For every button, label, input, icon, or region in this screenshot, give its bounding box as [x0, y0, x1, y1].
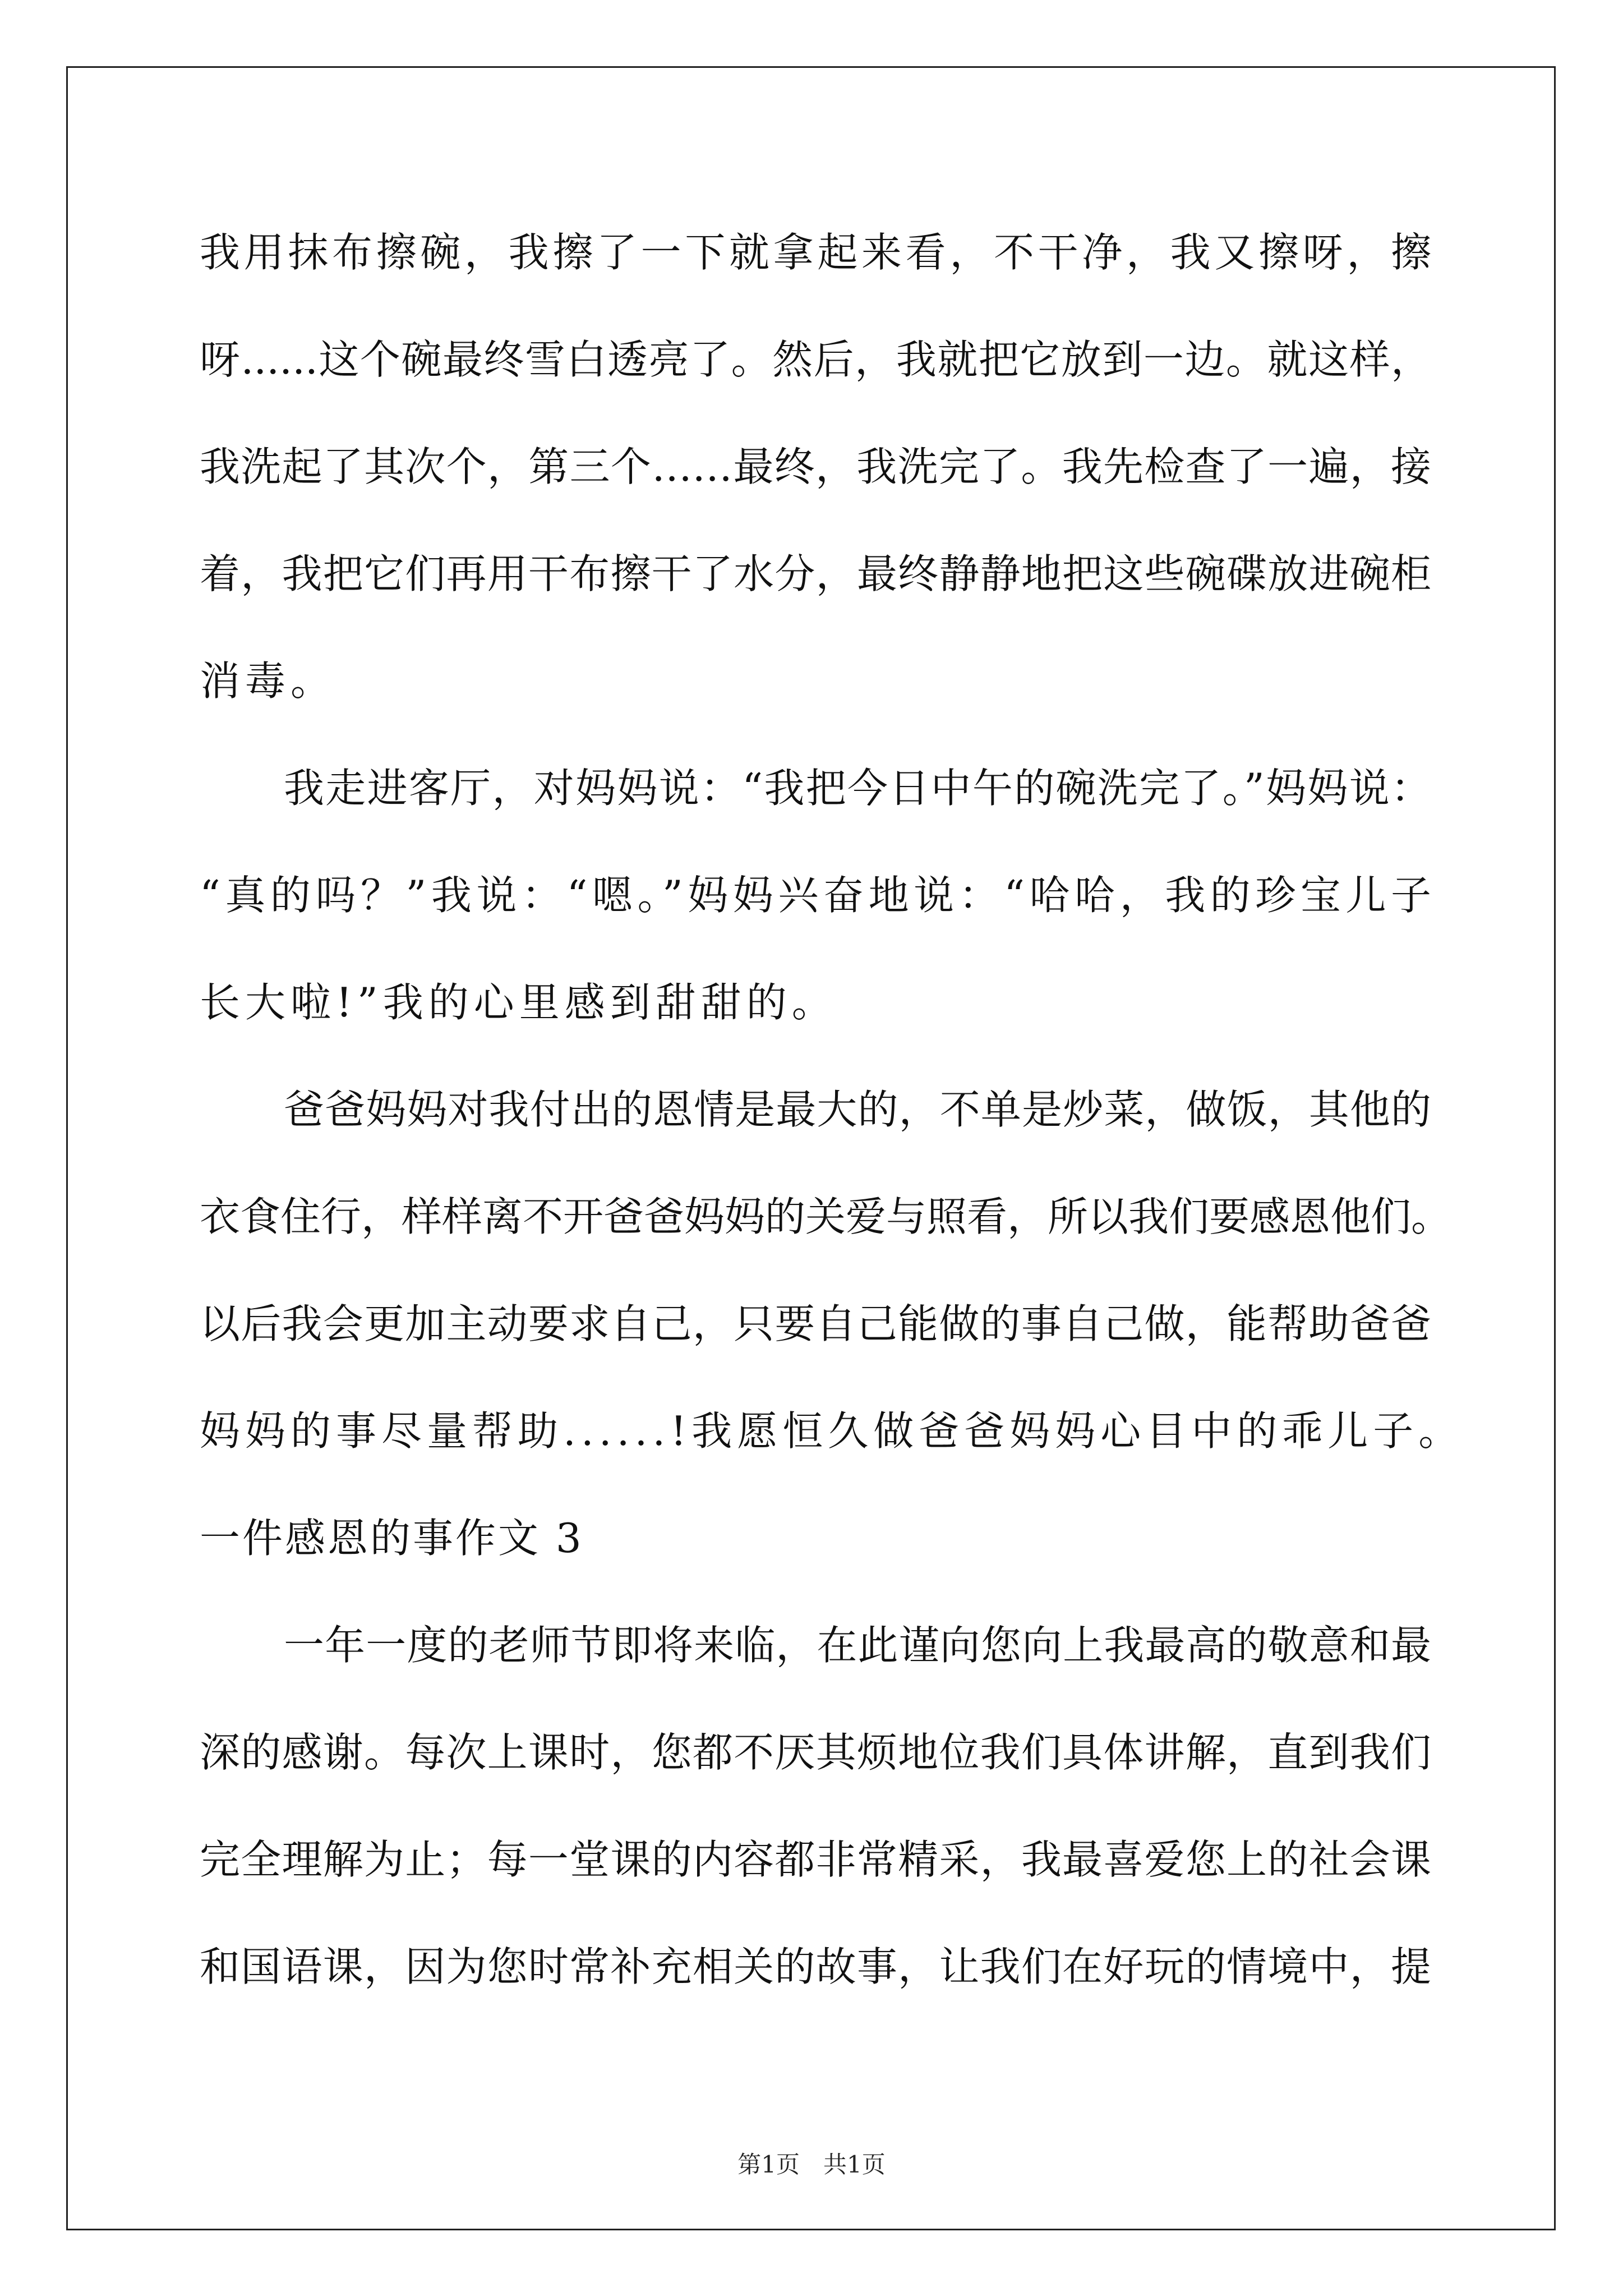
paragraph-4: [200, 1592, 1431, 2021]
text-line: 一年一度的老师节即将来临，在此谨向您向上我最高的敬意和最: [284, 1622, 1431, 1669]
paragraph-1: [200, 199, 1431, 735]
text-line: 和国语课，因为您时常补充相关的故事，让我们在好玩的情境中，提: [200, 1943, 1431, 1990]
text-line: 深的感谢。每次上课时，您都不厌其烦地位我们具体讲解，直到我们: [200, 1729, 1431, 1776]
text-line: 我用抹布擦碗，我擦了一下就拿起来看，不干净，我又擦呀，擦: [200, 229, 1431, 276]
text-line: “真的吗？”我说：“嗯。”妈妈兴奋地说：“哈哈，我的珍宝儿子: [200, 872, 1431, 919]
text-line: 长大啦!”我的心里感到甜甜的。: [200, 979, 837, 1026]
text-line: 我洗起了其次个，第三个……最终，我洗完了。我先检查了一遍，接: [200, 443, 1431, 490]
text-line: 妈妈的事尽量帮助......!我愿恒久做爸爸妈妈心目中的乖儿子。: [200, 1407, 1464, 1455]
document-body: [200, 199, 1464, 2021]
paragraph-3: [200, 1056, 1464, 1485]
text-line: 爸爸妈妈对我付出的恩情是最大的，不单是炒菜，做饭，其他的: [284, 1086, 1431, 1133]
section-heading: 一件感恩的事作文 3: [200, 1515, 584, 1562]
paragraph-2: [200, 735, 1431, 1056]
text-line: 衣食住行，样样离不开爸爸妈妈的关爱与照看，所以我们要感恩他们。: [200, 1193, 1452, 1240]
text-line: 完全理解为止；每一堂课的内容都非常精采，我最喜爱您上的社会课: [200, 1836, 1431, 1883]
text-line: 着，我把它们再用干布擦干了水分，最终静静地把这些碗碟放进碗柜: [200, 550, 1431, 597]
text-line: 我走进客厅，对妈妈说：“我把今日中午的碗洗完了。”妈妈说：: [284, 765, 1431, 812]
text-line: 以后我会更加主动要求自己，只要自己能做的事自己做，能帮助爸爸: [200, 1300, 1431, 1347]
page-number-footer: 第1页 共1页: [737, 2151, 886, 2178]
text-line: 呀......这个碗最终雪白透亮了。然后，我就把它放到一边。就这样，: [200, 336, 1431, 383]
text-line: 消毒。: [200, 657, 336, 705]
